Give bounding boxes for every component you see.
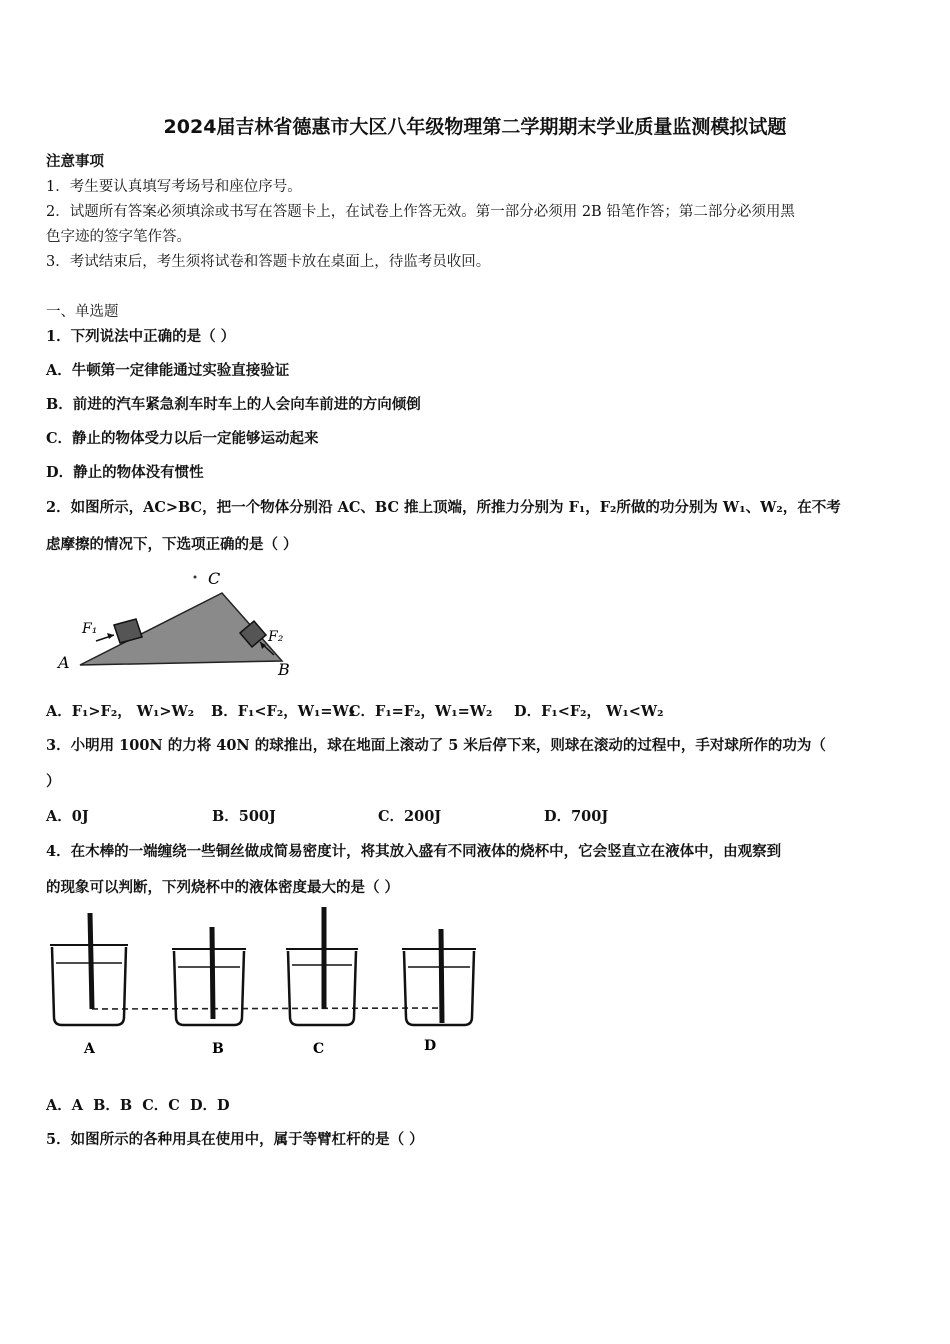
q1-option-b: B．前进的汽车紧急刹车时车上的人会向车前进的方向倾倒 <box>46 396 421 413</box>
label-f2: F₂ <box>268 629 284 645</box>
densimeter-b <box>212 927 213 1019</box>
q2-option-c: C．F₁=F₂，W₁=W₂ <box>349 703 493 720</box>
reference-dashed-line <box>92 1008 444 1009</box>
notice-item: 3．考试结束后，考生须将试卷和答题卡放在桌面上，待监考员收回。 <box>46 254 491 270</box>
q1-option-c: C．静止的物体受力以后一定能够运动起来 <box>46 430 319 447</box>
label-c: C <box>208 569 221 588</box>
beaker-label-a: A <box>84 1041 95 1057</box>
incline-figure <box>50 565 310 680</box>
q3-stem-line1: 3．小明用 100N 的力将 40N 的球推出，球在地面上滚动了 5 米后停下来，则球在滚动的过程中，手对球所作的功为（ <box>46 737 826 754</box>
q2-option-d: D．F₁<F₂， W₁<W₂ <box>514 703 664 720</box>
q3-option-c: C．200J <box>378 808 442 825</box>
beaker-a <box>50 913 128 1057</box>
q4-stem-line2: 的现象可以判断，下列烧杯中的液体密度最大的是（ ） <box>46 879 400 896</box>
q5-stem: 5．如图所示的各种用具在使用中，属于等臂杠杆的是（ ） <box>46 1131 424 1148</box>
beaker-d <box>402 929 476 1054</box>
q3-stem-line2: ） <box>46 773 61 790</box>
label-f1: F₁ <box>82 621 98 637</box>
q3-option-d: D．700J <box>544 808 609 825</box>
q2-options <box>46 702 663 722</box>
label-b: B <box>278 660 290 679</box>
q3-options <box>46 807 608 827</box>
beaker-c <box>286 907 358 1057</box>
q2-option-a: A．F₁>F₂， W₁>W₂ <box>46 703 195 720</box>
beaker-label-c: C <box>313 1041 325 1057</box>
q4-option-c: C．C <box>142 1097 180 1114</box>
notice-item: 2．试题所有答案必须填涂或书写在答题卡上，在试卷上作答无效。第一部分必须用 2B 铅笔作答；第二部分必须用黑 <box>46 204 795 220</box>
q2-option-b: B．F₁<F₂，W₁=W₂ <box>211 703 356 720</box>
q3-option-b: B．500J <box>212 808 276 825</box>
q1-option-d: D．静止的物体没有惯性 <box>46 464 204 481</box>
label-a: A <box>58 653 70 672</box>
beakers-figure <box>44 905 484 1065</box>
q4-option-d: D．D <box>189 1097 230 1114</box>
q4-options <box>46 1096 230 1116</box>
q2-stem-line2: 虑摩擦的情况下，下选项正确的是（ ） <box>46 536 298 553</box>
densimeter-a <box>90 913 92 1009</box>
q4-stem-line1: 4．在木棒的一端缠绕一些铜丝做成简易密度计，将其放入盛有不同液体的烧杯中，它会竖直立在液体中，由观察到 <box>46 843 782 860</box>
notice-item: 色字迹的签字笔作答。 <box>46 229 191 245</box>
section-heading: 一、单选题 <box>46 304 119 320</box>
q4-option-b: B．B <box>93 1097 133 1114</box>
q1-option-a: A．牛顿第一定律能通过实验直接验证 <box>46 362 290 379</box>
page-title: 2024届吉林省德惠市大区八年级物理第二学期期末学业质量监测模拟试题 <box>163 116 787 138</box>
beaker-label-b: B <box>212 1041 224 1057</box>
densimeter-d <box>441 929 442 1023</box>
q3-option-a: A．0J <box>46 808 89 825</box>
q1-stem: 1．下列说法中正确的是（ ） <box>46 328 236 345</box>
beaker-b <box>172 927 246 1057</box>
beaker-label-d: D <box>424 1038 437 1054</box>
notice-item: 1．考生要认真填写考场号和座位序号。 <box>46 179 302 195</box>
notice-heading: 注意事项 <box>46 153 104 170</box>
q2-stem-line1: 2．如图所示，AC>BC，把一个物体分别沿 AC、BC 推上顶端，所推力分别为 F₁，F₂所做的功分别为 W₁、W₂，在不考 <box>46 499 841 516</box>
q4-option-a: A．A <box>46 1097 84 1114</box>
